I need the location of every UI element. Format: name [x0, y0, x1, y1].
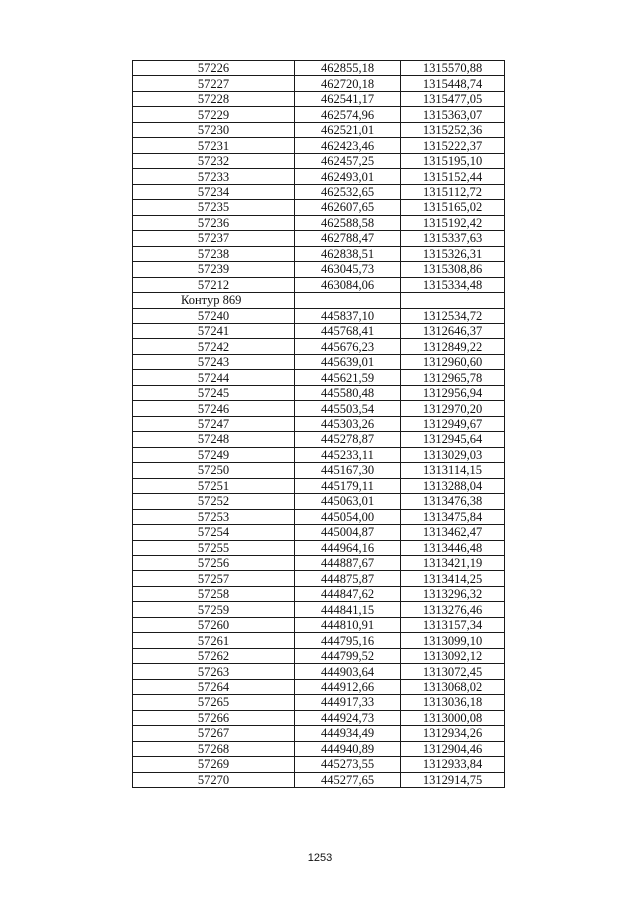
y-coordinate-cell: 1313446,48 — [401, 540, 505, 555]
x-coordinate-cell: 445179,11 — [295, 478, 401, 493]
table-row — [133, 184, 505, 199]
x-coordinate-cell: 445063,01 — [295, 494, 401, 509]
y-coordinate-cell: 1315326,31 — [401, 246, 505, 261]
point-id-cell: 57238 — [133, 246, 295, 261]
point-id-cell: 57256 — [133, 556, 295, 571]
x-coordinate-cell: 445580,48 — [295, 385, 401, 400]
point-id-cell: 57234 — [133, 184, 295, 199]
point-id-cell: 57268 — [133, 741, 295, 756]
table-row — [133, 447, 505, 462]
x-coordinate-cell: 444795,16 — [295, 633, 401, 648]
table-row — [133, 169, 505, 184]
table-row — [133, 586, 505, 601]
x-coordinate-cell: 444912,66 — [295, 679, 401, 694]
table-row — [133, 648, 505, 663]
y-coordinate-cell: 1313092,12 — [401, 648, 505, 663]
y-coordinate-cell: 1312934,26 — [401, 726, 505, 741]
table-row — [133, 138, 505, 153]
x-coordinate-cell: 444887,67 — [295, 556, 401, 571]
table-row — [133, 231, 505, 246]
point-id-cell: 57263 — [133, 664, 295, 679]
y-coordinate-cell: 1315165,02 — [401, 200, 505, 215]
point-id-cell: 57229 — [133, 107, 295, 122]
y-coordinate-cell: 1312933,84 — [401, 757, 505, 772]
point-id-cell: 57254 — [133, 525, 295, 540]
table-row — [133, 153, 505, 168]
point-id-cell: 57230 — [133, 122, 295, 137]
point-id-cell: 57269 — [133, 757, 295, 772]
x-coordinate-cell — [295, 293, 401, 308]
y-coordinate-cell: 1313296,32 — [401, 586, 505, 601]
point-id-cell: 57258 — [133, 586, 295, 601]
y-coordinate-cell: 1313099,10 — [401, 633, 505, 648]
y-coordinate-cell: 1315308,86 — [401, 262, 505, 277]
point-id-cell: 57267 — [133, 726, 295, 741]
point-id-cell: 57251 — [133, 478, 295, 493]
y-coordinate-cell: 1313462,47 — [401, 525, 505, 540]
y-coordinate-cell: 1315570,88 — [401, 61, 505, 76]
coordinates-table — [132, 60, 505, 788]
y-coordinate-cell: 1312849,22 — [401, 339, 505, 354]
point-id-cell: 57250 — [133, 463, 295, 478]
table-row — [133, 525, 505, 540]
table-row — [133, 757, 505, 772]
table-row — [133, 617, 505, 632]
x-coordinate-cell: 444934,49 — [295, 726, 401, 741]
point-id-cell: 57232 — [133, 153, 295, 168]
table-row — [133, 432, 505, 447]
x-coordinate-cell: 462588,58 — [295, 215, 401, 230]
point-id-cell: 57252 — [133, 494, 295, 509]
point-id-cell: 57242 — [133, 339, 295, 354]
table-row — [133, 633, 505, 648]
table-row — [133, 107, 505, 122]
table-row — [133, 772, 505, 787]
page-number: 1253 — [307, 852, 333, 864]
y-coordinate-cell: 1315337,63 — [401, 231, 505, 246]
y-coordinate-cell: 1313157,34 — [401, 617, 505, 632]
point-id-cell: 57239 — [133, 262, 295, 277]
y-coordinate-cell: 1312949,67 — [401, 416, 505, 431]
table-row — [133, 664, 505, 679]
point-id-cell: 57241 — [133, 323, 295, 338]
table-row — [133, 679, 505, 694]
table-row — [133, 385, 505, 400]
point-id-cell: 57231 — [133, 138, 295, 153]
x-coordinate-cell: 444940,89 — [295, 741, 401, 756]
x-coordinate-cell: 445837,10 — [295, 308, 401, 323]
point-id-cell: 57253 — [133, 509, 295, 524]
point-id-cell: 57243 — [133, 354, 295, 369]
table-row — [133, 122, 505, 137]
x-coordinate-cell: 462493,01 — [295, 169, 401, 184]
x-coordinate-cell: 462532,65 — [295, 184, 401, 199]
table-row — [133, 76, 505, 91]
point-id-cell: 57261 — [133, 633, 295, 648]
x-coordinate-cell: 445768,41 — [295, 323, 401, 338]
point-id-cell: 57260 — [133, 617, 295, 632]
x-coordinate-cell: 445167,30 — [295, 463, 401, 478]
y-coordinate-cell: 1313029,03 — [401, 447, 505, 462]
point-id-cell: 57248 — [133, 432, 295, 447]
table-row — [133, 200, 505, 215]
point-id-cell: 57264 — [133, 679, 295, 694]
y-coordinate-cell: 1315112,72 — [401, 184, 505, 199]
y-coordinate-cell: 1313036,18 — [401, 695, 505, 710]
x-coordinate-cell: 444841,15 — [295, 602, 401, 617]
x-coordinate-cell: 445004,87 — [295, 525, 401, 540]
x-coordinate-cell: 444799,52 — [295, 648, 401, 663]
table-row — [133, 262, 505, 277]
x-coordinate-cell: 462457,25 — [295, 153, 401, 168]
y-coordinate-cell: 1313476,38 — [401, 494, 505, 509]
table-row — [133, 695, 505, 710]
contour-header-row — [133, 293, 505, 308]
x-coordinate-cell: 462423,46 — [295, 138, 401, 153]
x-coordinate-cell: 462541,17 — [295, 91, 401, 106]
table-row — [133, 61, 505, 76]
y-coordinate-cell: 1315334,48 — [401, 277, 505, 292]
point-id-cell: 57246 — [133, 401, 295, 416]
point-id-cell: 57265 — [133, 695, 295, 710]
x-coordinate-cell: 444924,73 — [295, 710, 401, 725]
x-coordinate-cell: 462788,47 — [295, 231, 401, 246]
x-coordinate-cell: 462574,96 — [295, 107, 401, 122]
x-coordinate-cell: 445639,01 — [295, 354, 401, 369]
table-row — [133, 354, 505, 369]
table-row — [133, 710, 505, 725]
y-coordinate-cell: 1315192,42 — [401, 215, 505, 230]
table-row — [133, 602, 505, 617]
y-coordinate-cell: 1315195,10 — [401, 153, 505, 168]
y-coordinate-cell: 1313414,25 — [401, 571, 505, 586]
contour-label-cell: Контур 869 — [133, 293, 295, 308]
y-coordinate-cell: 1313000,08 — [401, 710, 505, 725]
table-row — [133, 339, 505, 354]
table-row — [133, 246, 505, 261]
x-coordinate-cell: 445233,11 — [295, 447, 401, 462]
y-coordinate-cell: 1312956,94 — [401, 385, 505, 400]
x-coordinate-cell: 445621,59 — [295, 370, 401, 385]
table-row — [133, 556, 505, 571]
x-coordinate-cell: 462838,51 — [295, 246, 401, 261]
point-id-cell: 57266 — [133, 710, 295, 725]
x-coordinate-cell: 462720,18 — [295, 76, 401, 91]
x-coordinate-cell: 462521,01 — [295, 122, 401, 137]
point-id-cell: 57270 — [133, 772, 295, 787]
x-coordinate-cell: 445277,65 — [295, 772, 401, 787]
y-coordinate-cell: 1313068,02 — [401, 679, 505, 694]
x-coordinate-cell: 444917,33 — [295, 695, 401, 710]
table-row — [133, 416, 505, 431]
x-coordinate-cell: 444810,91 — [295, 617, 401, 632]
y-coordinate-cell: 1315152,44 — [401, 169, 505, 184]
x-coordinate-cell: 444903,64 — [295, 664, 401, 679]
y-coordinate-cell: 1312965,78 — [401, 370, 505, 385]
x-coordinate-cell: 462855,18 — [295, 61, 401, 76]
point-id-cell: 57247 — [133, 416, 295, 431]
table-row — [133, 540, 505, 555]
table-row — [133, 571, 505, 586]
y-coordinate-cell: 1315363,07 — [401, 107, 505, 122]
x-coordinate-cell: 445503,54 — [295, 401, 401, 416]
x-coordinate-cell: 444847,62 — [295, 586, 401, 601]
x-coordinate-cell: 445676,23 — [295, 339, 401, 354]
point-id-cell: 57226 — [133, 61, 295, 76]
y-coordinate-cell: 1312914,75 — [401, 772, 505, 787]
y-coordinate-cell: 1313276,46 — [401, 602, 505, 617]
x-coordinate-cell: 445303,26 — [295, 416, 401, 431]
point-id-cell: 57228 — [133, 91, 295, 106]
y-coordinate-cell: 1312534,72 — [401, 308, 505, 323]
point-id-cell: 57245 — [133, 385, 295, 400]
point-id-cell: 57236 — [133, 215, 295, 230]
x-coordinate-cell: 462607,65 — [295, 200, 401, 215]
table-row — [133, 726, 505, 741]
table-row — [133, 478, 505, 493]
y-coordinate-cell: 1315252,36 — [401, 122, 505, 137]
table-row — [133, 91, 505, 106]
table-row — [133, 277, 505, 292]
point-id-cell: 57235 — [133, 200, 295, 215]
y-coordinate-cell: 1313288,04 — [401, 478, 505, 493]
x-coordinate-cell: 463045,73 — [295, 262, 401, 277]
y-coordinate-cell: 1313072,45 — [401, 664, 505, 679]
y-coordinate-cell: 1313114,15 — [401, 463, 505, 478]
point-id-cell: 57227 — [133, 76, 295, 91]
y-coordinate-cell: 1313475,84 — [401, 509, 505, 524]
table-row — [133, 308, 505, 323]
point-id-cell: 57237 — [133, 231, 295, 246]
point-id-cell: 57212 — [133, 277, 295, 292]
y-coordinate-cell: 1312960,60 — [401, 354, 505, 369]
y-coordinate-cell: 1313421,19 — [401, 556, 505, 571]
point-id-cell: 57262 — [133, 648, 295, 663]
x-coordinate-cell: 444964,16 — [295, 540, 401, 555]
y-coordinate-cell: 1315222,37 — [401, 138, 505, 153]
table-row — [133, 370, 505, 385]
y-coordinate-cell — [401, 293, 505, 308]
y-coordinate-cell: 1315477,05 — [401, 91, 505, 106]
table-row — [133, 401, 505, 416]
point-id-cell: 57244 — [133, 370, 295, 385]
point-id-cell: 57255 — [133, 540, 295, 555]
table-row — [133, 215, 505, 230]
x-coordinate-cell: 444875,87 — [295, 571, 401, 586]
table-row — [133, 741, 505, 756]
y-coordinate-cell: 1312904,46 — [401, 741, 505, 756]
table-row — [133, 323, 505, 338]
point-id-cell: 57257 — [133, 571, 295, 586]
x-coordinate-cell: 445273,55 — [295, 757, 401, 772]
point-id-cell: 57259 — [133, 602, 295, 617]
point-id-cell: 57249 — [133, 447, 295, 462]
y-coordinate-cell: 1312945,64 — [401, 432, 505, 447]
x-coordinate-cell: 445278,87 — [295, 432, 401, 447]
table-row — [133, 463, 505, 478]
x-coordinate-cell: 445054,00 — [295, 509, 401, 524]
table-row — [133, 509, 505, 524]
y-coordinate-cell: 1312970,20 — [401, 401, 505, 416]
point-id-cell: 57240 — [133, 308, 295, 323]
table-row — [133, 494, 505, 509]
x-coordinate-cell: 463084,06 — [295, 277, 401, 292]
y-coordinate-cell: 1315448,74 — [401, 76, 505, 91]
coordinates-table-body — [133, 61, 505, 788]
y-coordinate-cell: 1312646,37 — [401, 323, 505, 338]
point-id-cell: 57233 — [133, 169, 295, 184]
